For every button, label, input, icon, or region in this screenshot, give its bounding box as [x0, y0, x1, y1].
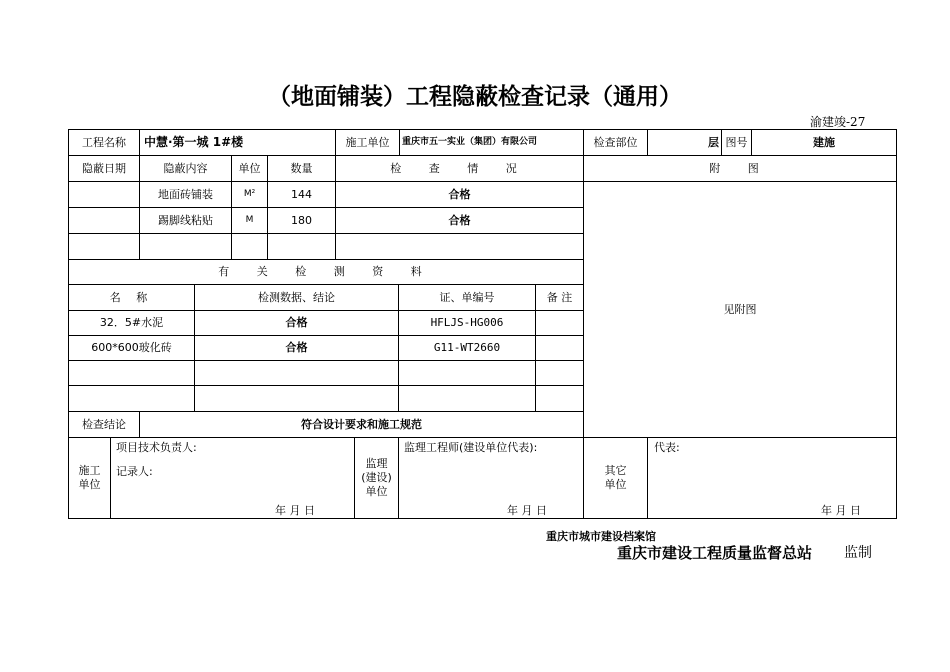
test-col-note: 备 注: [536, 285, 584, 311]
recorder-label: 记录人:: [116, 465, 153, 478]
supervisor-label: 监理工程师(建设单位代表):: [404, 441, 538, 454]
empty-cell: [336, 234, 584, 260]
col-inspection: 检 查 情 况: [336, 156, 584, 182]
test-col-data: 检测数据、结论: [195, 285, 399, 311]
item-result: 合格: [336, 208, 584, 234]
col-date: 隐蔽日期: [69, 156, 140, 182]
location-value: 层: [648, 130, 722, 156]
empty-cell: [399, 386, 536, 412]
inspection-record-table: [68, 129, 897, 519]
test-col-name: 名 称: [69, 285, 195, 311]
item-quantity: 144: [268, 182, 336, 208]
item-result: 合格: [336, 182, 584, 208]
project-name-label: 工程名称: [69, 130, 140, 156]
empty-cell: [69, 234, 140, 260]
empty-cell: [195, 361, 399, 386]
conclusion-value: 符合设计要求和施工规范: [140, 412, 584, 438]
test-row-note: [536, 311, 584, 336]
construction-date: 年 月 日: [275, 504, 315, 517]
form-number: 渝建竣-27: [810, 115, 866, 129]
col-unit: 单位: [232, 156, 268, 182]
test-section-heading: 有 关 检 测 资 料: [69, 260, 584, 285]
test-col-cert: 证、单编号: [399, 285, 536, 311]
contractor-label: 施工单位: [336, 130, 400, 156]
archive-name: 重庆市城市建设档案馆: [546, 530, 656, 543]
supervision-sign-area: [399, 438, 584, 518]
other-date: 年 月 日: [821, 504, 861, 517]
item-quantity: 180: [268, 208, 336, 234]
item-unit: M²: [232, 182, 268, 208]
test-row-name: 32．5#水泥: [69, 311, 195, 336]
representative-label: 代表:: [654, 441, 680, 454]
col-attachment: 附 图: [584, 156, 896, 182]
empty-cell: [195, 386, 399, 412]
item-content: 踢脚线粘贴: [140, 208, 232, 234]
location-label: 检查部位: [584, 130, 648, 156]
item-date: [69, 208, 140, 234]
drawing-label: 图号: [722, 130, 752, 156]
supervision-date: 年 月 日: [507, 504, 547, 517]
empty-cell: [69, 361, 195, 386]
empty-cell: [140, 234, 232, 260]
col-quantity: 数量: [268, 156, 336, 182]
test-row-cert: G11-WT2660: [399, 336, 536, 361]
item-unit: M: [232, 208, 268, 234]
empty-cell: [536, 361, 584, 386]
test-row-name: 600*600玻化砖: [69, 336, 195, 361]
test-row-data: 合格: [195, 336, 399, 361]
conclusion-label: 检查结论: [69, 412, 140, 438]
supervision-unit-label: 监理 (建设) 单位: [355, 438, 399, 518]
empty-cell: [399, 361, 536, 386]
other-sign-area: [648, 438, 896, 518]
test-row-data: 合格: [195, 311, 399, 336]
document-title: （地面铺装）工程隐蔽检查记录（通用）: [268, 83, 682, 110]
item-date: [69, 182, 140, 208]
empty-cell: [69, 386, 195, 412]
supervision-station: 重庆市建设工程质量监督总站: [617, 544, 813, 562]
test-row-cert: HFLJS-HG006: [399, 311, 536, 336]
empty-cell: [536, 386, 584, 412]
other-unit-label: 其它 单位: [584, 438, 648, 518]
project-name-value: 中慧·第一城 1#楼: [140, 130, 336, 156]
contractor-value: 重庆市五一实业（集团）有限公司: [400, 130, 584, 156]
construction-unit-label: 施工 单位: [69, 438, 111, 518]
drawing-value: 建施: [752, 130, 896, 156]
empty-cell: [232, 234, 268, 260]
issued-by: 监制: [844, 545, 872, 561]
attachment-area: 见附图: [584, 182, 896, 438]
item-content: 地面砖铺装: [140, 182, 232, 208]
tech-lead-label: 项目技术负责人:: [116, 441, 197, 454]
construction-sign-area: [111, 438, 355, 518]
col-content: 隐蔽内容: [140, 156, 232, 182]
test-row-note: [536, 336, 584, 361]
empty-cell: [268, 234, 336, 260]
